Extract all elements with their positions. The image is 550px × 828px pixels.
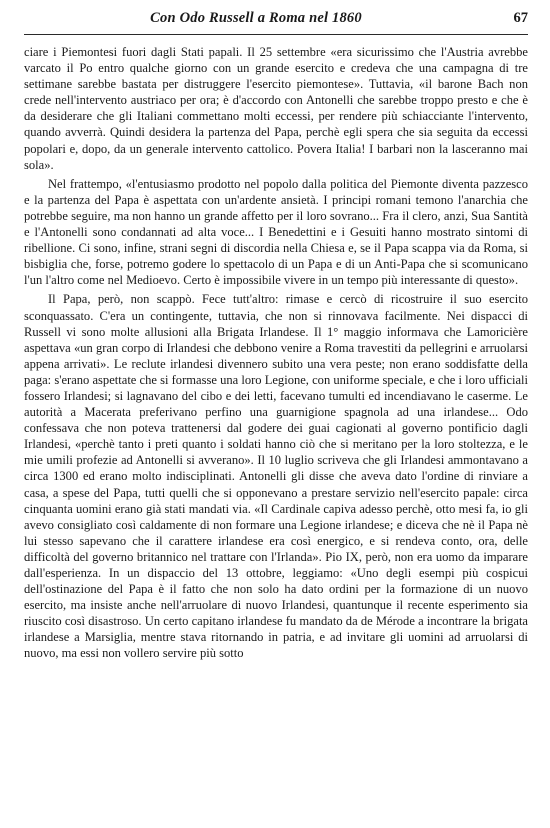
paragraph: Nel frattempo, «l'entusiasmo prodotto nel popolo dalla politica del Piemonte diventa pazzesco e la partenza del Papa è aspettata con un'ardente ansietà. I principi romani temono l'anarchia che potrebbe seguire, ma non hanno un grande affetto per il loro sovrano... Fra il clero, anzi, Sua Santità e l'Antonelli sono condannati ad alta voce... I Benedettini e i Gesuiti hanno mostrato sintomi di ribellione. Ci sono, infine, strani segni di discordia nella Chiesa e, se il Papa scappa via da Roma, si bisbiglia che, forse, potremo godere lo spettacolo di un Papa e di un Anti-Papa che si scomunicano l'un l'altro come nel Medioevo. Certo è impossibile vivere in un tempo più interessante di questo». xyxy=(24,176,528,288)
body-text xyxy=(24,44,528,665)
paragraph: Il Papa, però, non scappò. Fece tutt'altro: rimase e cercò di ricostruire il suo esercito sconquassato. C'era un contingente, tuttavia, che non si rinnovava facilmente. Nei dispacci di Russell vi sono molte allusioni alla Brigata Irlandese. Il 1° maggio informava che Lamoricière aspettava «un gran corpo di Irlandesi che debbono venire a Roma travestiti da pellegrini e arruolarsi appena arrivati». Le reclute irlandesi divennero subito una vera peste; non erano soddisfatte della paga: s'erano aspettate che si formasse una loro Legione, con uniforme speciale, e che i loro ufficiali fossero Irlandesi; si lagnavano del cibo e dei letti, facevano tumulti ed incendiavano le caserme. Le autorità a Macerata preferivano perfino una guarnigione spagnola ad una irlandese... Odo confessava che non poteva trattenersi dal godere dei guai cagionati al governo pontificio dagli Irlandesi, «perchè tanto i preti quanto i soldati hanno ciò che si meritano per la loro stoltezza, e le mie umili profezie ad Antonelli si avverano». Il 10 luglio scriveva che gli Irlandesi ammontavano a circa 1300 ed erano molto indisciplinati. Antonelli gli disse che aveva dato l'ordine di rinviare a casa, a spese del Papa, tutti quelli che si opponevano a prestare servizio nell'esercito papale: circa cinquanta uomini erano già stati mandati via. «Il Cardinale capiva adesso perchè, otto mesi fa, io gli avevo consigliato così caldamente di non formare una Legione irlandese; e diceva che nè il Papa nè lui stesso sapevano che il carattere irlandese era così energico, e si rendeva conto, ora, delle difficoltà del governo britannico nel trattare con l'Irlanda». Pio IX, però, non era uomo da imparare dall'esperienza. In un dispaccio del 13 ottobre, leggiamo: «Uno degli esempi più cospicui dell'ostinazione del Papa è il fatto che non solo ha dato ordini per la formazione di un nuovo esercito, ma insiste anche nell'arruolare di nuovo Irlandesi, quantunque il recente esperimento sia riuscito così disastroso. Un certo capitano irlandese fu mandato da de Mérode a incontrare la brigata irlandese a Marsiglia, mentre stava ritornando in patria, e ad invitare gli uomini ad arruolarsi di nuovo, ma essi non vollero servire più sotto xyxy=(24,292,528,661)
running-title: Con Odo Russell a Roma nel 1860 xyxy=(150,10,362,26)
running-head xyxy=(24,10,528,35)
page-number: 67 xyxy=(513,10,528,26)
paragraph-continued: ciare i Piemontesi fuori dagli Stati papali. Il 25 settembre «era sicurissimo che l'Austria avrebbe varcato il Po entro qualche giorno con un grande esercito e credeva che una campagna di tre settimane sarebbe bastata per distruggere l'esercito piemontese». Tuttavia, «il barone Bach non crede nell'intervento austriaco per ora; è d'accordo con Antonelli che sarebbe troppo presto e che è da desiderare che gli Italiani commettano molti eccessi, per rendere più schiacciante l'intervento, quando avverrà. Quindi desidera la partenza del Papa, perchè egli spera che sia seguita da eccessi popolari e, dopo, da un generale intervento cattolico. Povera Italia! I barbari non la lasceranno mai sola». xyxy=(24,45,528,172)
